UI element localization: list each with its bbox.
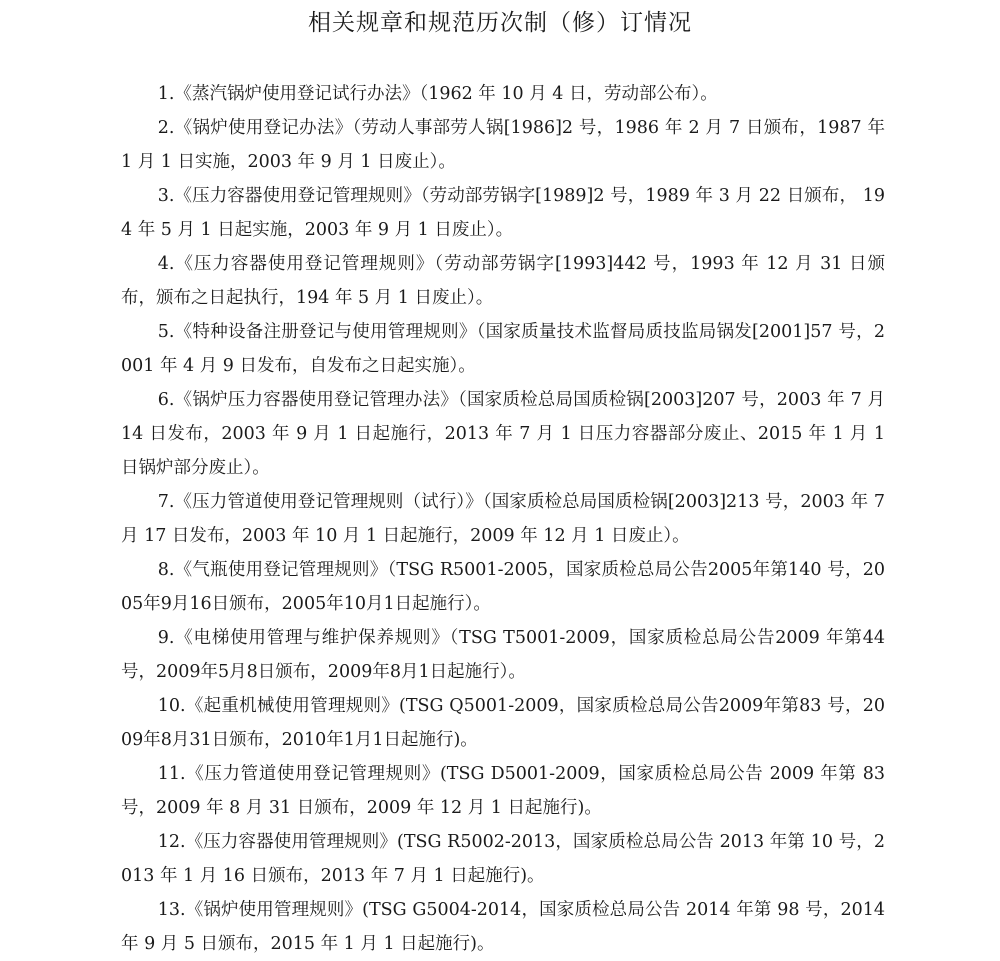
regulation-entry-5: 5.《特种设备注册登记与使用管理规则》（国家质量技术监督局质技监局锅发[2001]57 号，2001 年 4 月 9 日发布，自发布之日起实施）。 (121, 322, 885, 376)
regulation-entry-11: 11.《压力管道使用登记管理规则》(TSG D5001-2009，国家质检总局公告 2009 年第 83 号，2009 年 8 月 31 日颁布，2009 年 12 月 1 日起施行)。 (121, 764, 885, 818)
regulation-list (121, 77, 885, 961)
regulation-entry-7: 7.《压力管道使用登记管理规则（试行）》（国家质检总局国质检锅[2003]213 号，2003 年 7 月 17 日发布，2003 年 10 月 1 日起施行，2009 年 12 月 1 日废止）。 (121, 492, 885, 546)
regulation-entry-8: 8.《气瓶使用登记管理规则》（TSG R5001-2005，国家质检总局公告2005年第140 号，2005年9月16日颁布，2005年10月1日起施行）。 (121, 560, 885, 614)
regulation-entry-6: 6.《锅炉压力容器使用登记管理办法》（国家质检总局国质检锅[2003]207 号，2003 年 7 月 14 日发布，2003 年 9 月 1 日起施行，2013 年 7 月 1 日压力容器部分废止、2015 年 1 月 1 日锅炉部分废止）。 (121, 390, 885, 478)
regulation-entry-4: 4.《压力容器使用登记管理规则》（劳动部劳锅字[1993]442 号，1993 年 12 月 31 日颁布，颁布之日起执行，194 年 5 月 1 日废止）。 (121, 254, 885, 308)
regulation-entry-10: 10.《起重机械使用管理规则》(TSG Q5001-2009，国家质检总局公告2009年第83 号，2009年8月31日颁布，2010年1月1日起施行)。 (121, 696, 885, 750)
regulation-entry-3: 3.《压力容器使用登记管理规则》（劳动部劳锅字[1989]2 号，1989 年 3 月 22 日颁布， 194 年 5 月 1 日起实施，2003 年 9 月 1 日废止）。 (121, 186, 885, 240)
regulation-entry-13: 13.《锅炉使用管理规则》(TSG G5004-2014，国家质检总局公告 2014 年第 98 号，2014 年 9 月 5 日颁布，2015 年 1 月 1 日起施行)。 (121, 900, 885, 954)
regulation-entry-1: 1.《蒸汽锅炉使用登记试行办法》（1962 年 10 月 4 日，劳动部公布）。 (157, 84, 718, 104)
regulation-entry-9: 9.《电梯使用管理与维护保养规则》（TSG T5001-2009，国家质检总局公告2009 年第44号，2009年5月8日颁布，2009年8月1日起施行）。 (121, 628, 885, 682)
regulation-entry-12: 12.《压力容器使用管理规则》(TSG R5002-2013，国家质检总局公告 2013 年第 10 号，2013 年 1 月 16 日颁布，2013 年 7 月 1 日起施行)。 (121, 832, 885, 886)
document-title: 相关规章和规范历次制（修）订情况 (308, 10, 692, 36)
regulation-entry-2: 2.《锅炉使用登记办法》（劳动人事部劳人锅[1986]2 号，1986 年 2 月 7 日颁布，1987 年 1 月 1 日实施，2003 年 9 月 1 日废止）。 (121, 118, 885, 172)
